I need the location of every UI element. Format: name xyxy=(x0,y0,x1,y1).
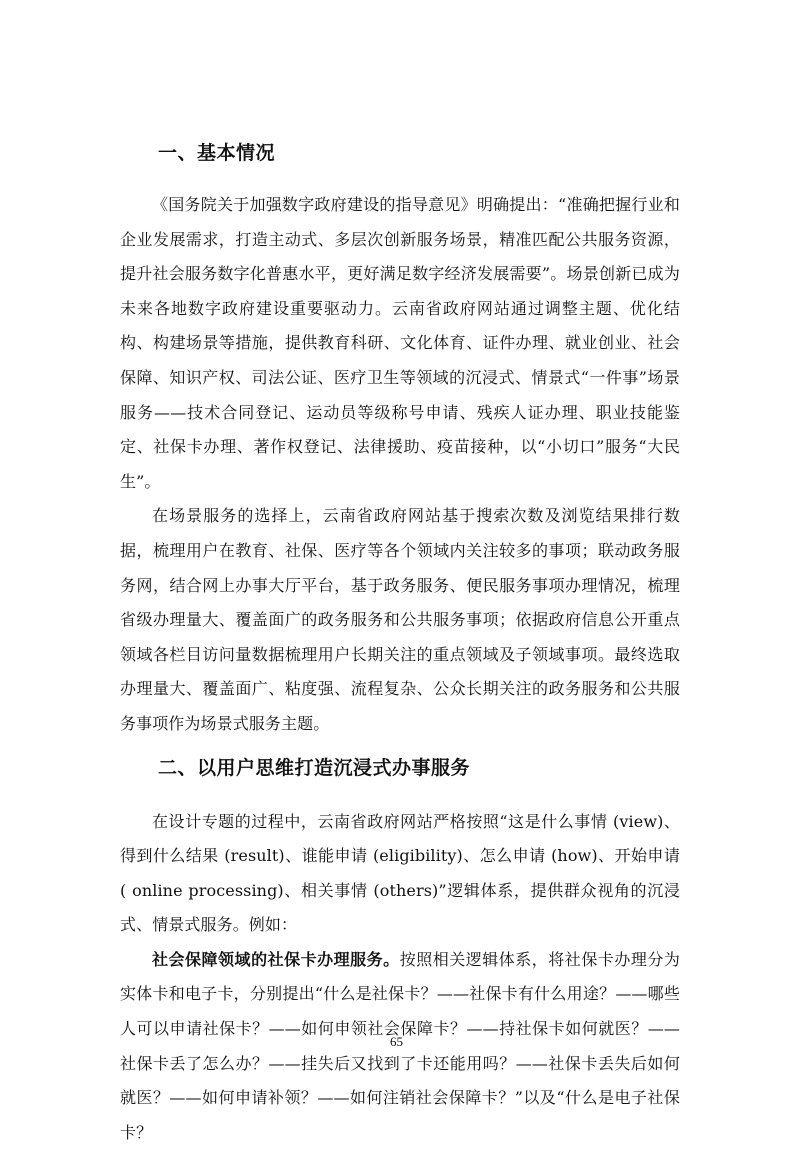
paragraph: 在设计专题的过程中，云南省政府网站严格按照“这是什么事情 (view)、得到什么结果 (result)、谁能申请 (eligibility)、怎么申请 (how)、开始申请 ( online processing)、相关事情 (others)”逻辑体系，提供群众视角的沉浸式、情景式服务。例如： xyxy=(120,811,680,935)
page-number: 65 xyxy=(390,1034,403,1049)
paragraph-body: 按照相关逻辑体系，将社保卡办理分为实体卡和电子卡，分别提出“什么是社保卡？——社保卡有什么用途？——哪些人可以申请社保卡？——如何申领社会保障卡？——持社保卡如何就医？——社保卡丢了怎么办？——挂失后又找到了卡还能用吗？——社保卡丢失后如何就医？——如何申请补领？——如何注销社会保障卡？”以及“什么是电子社保卡？ xyxy=(120,949,680,1142)
paragraph: 《国务院关于加强数字政府建设的指导意见》明确提出：“准确把握行业和企业发展需求，打造主动式、多层次创新服务场景，精准匹配公共服务资源，提升社会服务数字化普惠水平，更好满足数字经济发展需要”。场景创新已成为未来各地数字政府建设重要驱动力。云南省政府网站通过调整主题、优化结构、构建场景等措施，提供教育科研、文化体育、证件办理、就业创业、社会保障、知识产权、司法公证、医疗卫生等领域的沉浸式、情景式“一件事”场景服务——技术合同登记、运动员等级称号申请、残疾人证办理、职业技能鉴定、社保卡办理、著作权登记、法律援助、疫苗接种，以“小切口”服务“大民生”。 xyxy=(120,195,680,491)
paragraph: 在场景服务的选择上，云南省政府网站基于搜索次数及浏览结果排行数据，梳理用户在教育、社保、医疗等各个领域内关注较多的事项；联动政务服务网，结合网上办事大厅平台，基于政务服务、便民服务事项办理情况，梳理省级办理量大、覆盖面广的政务服务和公共服务事项；依据政府信息公开重点领域各栏目访问量数据梳理用户长期关注的重点领域及子领域事项。最终选取办理量大、覆盖面广、粘度强、流程复杂、公众长期关注的政务服务和公共服务事项作为场景式服务主题。 xyxy=(120,506,680,733)
paragraph-lead-bold: 社会保障领域的社保卡办理服务。 xyxy=(152,949,400,969)
section-heading-basic-situation: 一、基本情况 xyxy=(158,142,276,164)
page-content xyxy=(120,140,680,1150)
section-heading-immersive-service: 二、以用户思维打造沉浸式办事服务 xyxy=(158,756,471,779)
